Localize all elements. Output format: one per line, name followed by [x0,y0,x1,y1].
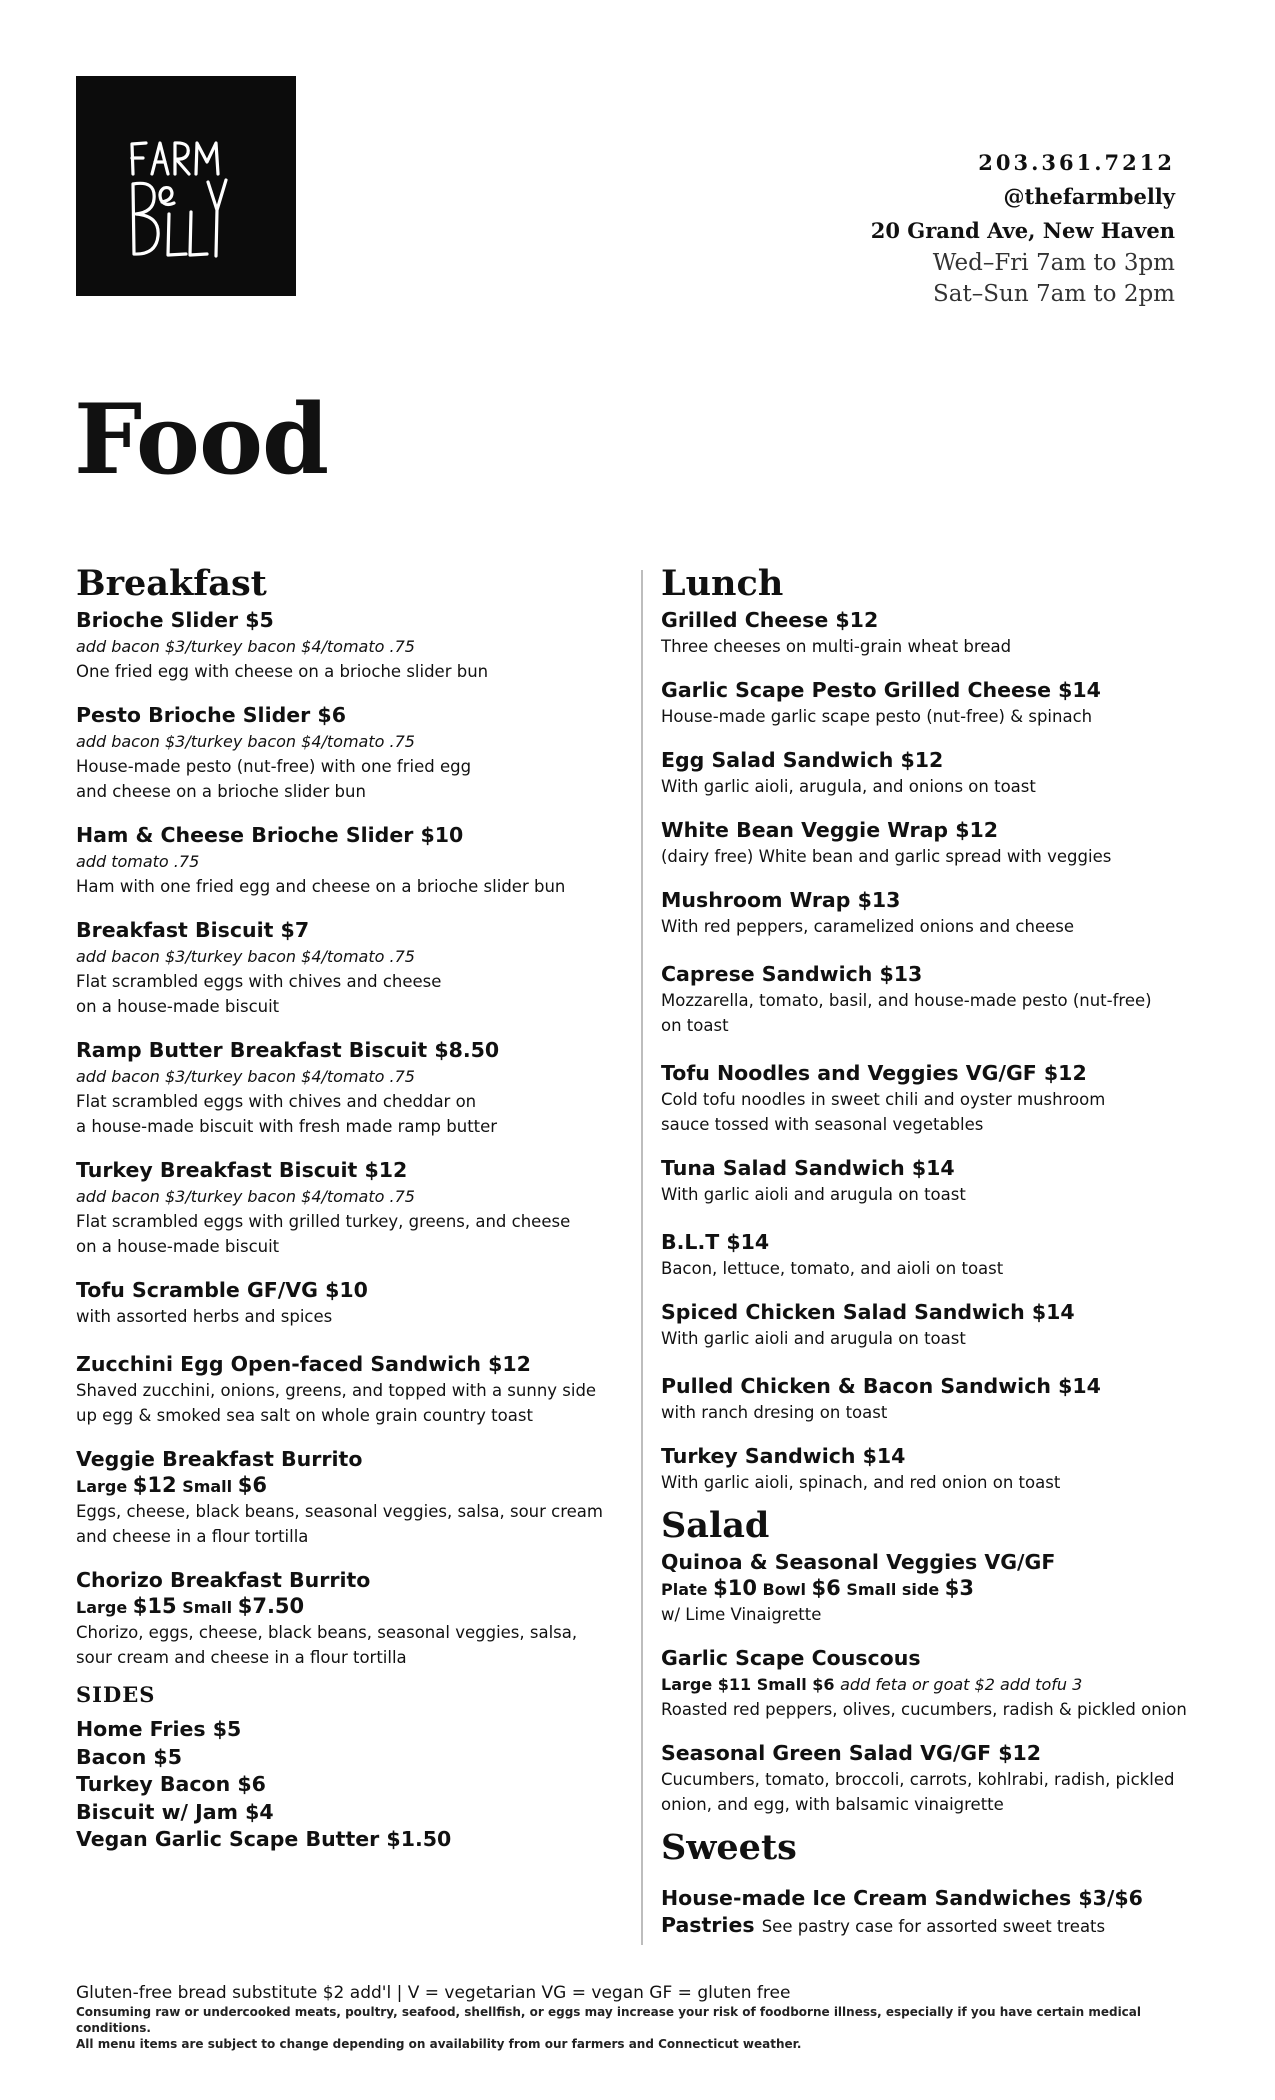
item-desc: Shaved zucchini, onions, greens, and topped with a sunny side [76,1381,597,1400]
item-addon: add tomato .75 [76,852,200,871]
item-addon: add feta or goat $2 add tofu 3 [840,1675,1083,1694]
item-name: Breakfast Biscuit $7 [76,918,310,942]
item-addon: add bacon $3/turkey bacon $4/tomato .75 [76,947,415,966]
sweets-item: House-made Ice Cream Sandwiches $3/$6 [661,1886,1143,1910]
pastries-note: See pastry case for assorted sweet treats [761,1917,1106,1936]
item-desc: With garlic aioli, spinach, and red onion on toast [661,1473,1061,1492]
footer-disclaimer: Consuming raw or undercooked meats, poultry, seafood, shellfish, or eggs may increase your risk of foodborne illness, especially if you have certain medical conditions. [76,2005,1142,2035]
left-column [76,563,621,1854]
item-desc: House-made garlic scape pesto (nut-free) & spinach [661,707,1093,726]
menu-item [661,747,1221,799]
item-name: Tofu Scramble GF/VG $10 [76,1278,368,1302]
item-name: Pulled Chicken & Bacon Sandwich $14 [661,1374,1101,1398]
item-addon: add bacon $3/turkey bacon $4/tomato .75 [76,1187,415,1206]
menu-item [661,1740,1221,1817]
item-name: Quinoa & Seasonal Veggies VG/GF [661,1550,1056,1574]
menu-item [661,961,1221,1038]
item-desc: on toast [661,1016,729,1035]
item-desc: With red peppers, caramelized onions and cheese [661,917,1074,936]
size-plate-price: $10 [713,1576,757,1600]
size-large-price: $15 [132,1594,177,1618]
item-desc: Flat scrambled eggs with chives and cheese [76,972,442,991]
item-name: Veggie Breakfast Burrito [76,1447,363,1471]
lunch-section-title: Lunch [661,563,784,604]
column-divider [641,570,643,1945]
item-desc: sour cream and cheese in a flour tortilla [76,1648,407,1667]
hours-weekday: Wed–Fri 7am to 3pm [932,250,1175,276]
item-name: Brioche Slider $5 [76,608,274,632]
menu-item [76,607,621,684]
size-plate-label: Plate [661,1580,708,1599]
item-desc: sauce tossed with seasonal vegetables [661,1115,984,1134]
item-desc: a house-made biscuit with fresh made ramp butter [76,1117,498,1136]
item-desc: Roasted red peppers, olives, cucumbers, radish & pickled onion [661,1700,1187,1719]
menu-item [661,1229,1221,1281]
hours-weekend: Sat–Sun 7am to 2pm [933,281,1175,307]
item-desc: on a house-made biscuit [76,997,280,1016]
size-bowl-label: Bowl [762,1580,806,1599]
menu-item [661,1443,1221,1495]
item-desc: Ham with one fried egg and cheese on a brioche slider bun [76,877,566,896]
item-name: Turkey Breakfast Biscuit $12 [76,1158,408,1182]
social-handle[interactable]: @thefarmbelly [1003,184,1175,209]
size-large-price: $12 [132,1473,177,1497]
item-sizes [76,1594,621,1620]
size-small-label: Small [182,1598,233,1617]
item-name: Grilled Cheese $12 [661,608,879,632]
item-desc: Mozzarella, tomato, basil, and house-made pesto (nut-free) [661,991,1152,1010]
item-name: Garlic Scape Couscous [661,1646,921,1670]
page-title: Food [74,383,329,496]
menu-item [661,817,1221,869]
item-name: Egg Salad Sandwich $12 [661,748,944,772]
item-name: Zucchini Egg Open-faced Sandwich $12 [76,1352,531,1376]
menu-item [76,1277,621,1329]
breakfast-section-title: Breakfast [76,563,267,604]
size-side-label: Small side [846,1580,940,1599]
menu-item [661,1549,1221,1627]
size-large-label: Large $11 [661,1675,752,1694]
item-desc: on a house-made biscuit [76,1237,280,1256]
item-desc: onion, and egg, with balsamic vinaigrette [661,1795,1004,1814]
salad-section-title: Salad [661,1505,770,1546]
footer [76,1982,1216,2052]
phone-number[interactable]: 203.361.7212 [978,150,1175,175]
menu-item [76,1446,621,1549]
item-name: Spiced Chicken Salad Sandwich $14 [661,1300,1075,1324]
item-name: Seasonal Green Salad VG/GF $12 [661,1741,1042,1765]
size-side-price: $3 [944,1576,975,1600]
side-item: Home Fries $5 [76,1717,242,1741]
side-item: Biscuit w/ Jam $4 [76,1799,274,1824]
size-bowl-price: $6 [811,1576,841,1600]
item-name: Turkey Sandwich $14 [661,1444,906,1468]
item-desc: Three cheeses on multi-grain wheat bread [661,637,1012,656]
item-name: Garlic Scape Pesto Grilled Cheese $14 [661,678,1101,702]
item-name: Tofu Noodles and Veggies VG/GF $12 [661,1061,1087,1085]
item-name: Ham & Cheese Brioche Slider $10 [76,823,464,847]
item-desc: With garlic aioli and arugula on toast [661,1329,966,1348]
item-desc: and cheese on a brioche slider bun [76,782,366,801]
item-addon: add bacon $3/turkey bacon $4/tomato .75 [76,732,415,751]
sweets-item [661,1912,1221,1940]
item-name: Mushroom Wrap $13 [661,888,901,912]
side-item: Bacon $5 [76,1744,182,1769]
item-desc: One fried egg with cheese on a brioche slider bun [76,662,489,681]
item-desc: w/ Lime Vinaigrette [661,1605,822,1624]
menu-item [76,1037,621,1139]
menu-item [76,702,621,804]
size-large-label: Large [76,1477,128,1496]
menu-item [661,607,1221,659]
item-desc: Flat scrambled eggs with grilled turkey, greens, and cheese [76,1212,571,1231]
pastries-label: Pastries [661,1913,755,1937]
size-small-price: $7.50 [237,1594,305,1618]
address: 20 Grand Ave, New Haven [870,218,1175,243]
item-sizes [661,1576,1221,1602]
right-column [661,563,1221,1940]
item-desc: Eggs, cheese, black beans, seasonal veggies, salsa, sour cream [76,1502,603,1521]
sweets-section-title: Sweets [661,1827,797,1868]
item-name: Tuna Salad Sandwich $14 [661,1156,955,1180]
footer-availability-note: All menu items are subject to change depending on availability from our farmers and Connecticut weather. [76,2037,802,2051]
size-small-label: Small $6 [756,1675,835,1694]
item-desc: Chorizo, eggs, cheese, black beans, seasonal veggies, salsa, [76,1623,578,1642]
footer-note: Gluten-free bread substitute $2 add'l | V = vegetarian VG = vegan GF = gluten free [76,1983,791,2003]
item-name: White Bean Veggie Wrap $12 [661,818,999,842]
size-small-label: Small [182,1477,233,1496]
item-desc: (dairy free) White bean and garlic spread with veggies [661,847,1112,866]
side-item: Vegan Garlic Scape Butter $1.50 [76,1827,452,1851]
item-desc: with assorted herbs and spices [76,1307,333,1326]
item-name: B.L.T $14 [661,1230,770,1254]
side-item: Turkey Bacon $6 [76,1772,266,1796]
item-desc: With garlic aioli, arugula, and onions on toast [661,777,1036,796]
item-sizes [661,1672,1221,1697]
sides-section-title: SIDES [76,1682,156,1707]
item-desc: with ranch dresing on toast [661,1403,888,1422]
item-addon: add bacon $3/turkey bacon $4/tomato .75 [76,1067,415,1086]
size-large-label: Large [76,1598,128,1617]
item-desc: and cheese in a flour tortilla [76,1527,309,1546]
item-name: Chorizo Breakfast Burrito [76,1568,371,1592]
menu-item [661,887,1221,939]
contact-info [871,146,1175,310]
item-name: Pesto Brioche Slider $6 [76,703,346,727]
item-sizes [76,1473,621,1499]
item-desc: Bacon, lettuce, tomato, and aioli on toast [661,1259,1004,1278]
item-name: Caprese Sandwich $13 [661,962,923,986]
menu-item [76,1351,621,1428]
item-desc: up egg & smoked sea salt on whole grain country toast [76,1406,533,1425]
item-desc: Flat scrambled eggs with chives and cheddar on [76,1092,477,1111]
menu-item [661,1060,1221,1137]
item-desc: Cucumbers, tomato, broccoli, carrots, kohlrabi, radish, pickled [661,1770,1175,1789]
menu-item [76,1567,621,1670]
menu-item [76,1157,621,1259]
menu-item [661,1155,1221,1207]
item-desc: With garlic aioli and arugula on toast [661,1185,966,1204]
item-addon: add bacon $3/turkey bacon $4/tomato .75 [76,637,415,656]
item-desc: House-made pesto (nut-free) with one fried egg [76,757,472,776]
menu-item [661,1645,1221,1722]
menu-item [661,677,1221,729]
menu-item [661,1373,1221,1425]
item-name: Ramp Butter Breakfast Biscuit $8.50 [76,1038,500,1062]
menu-item [76,822,621,899]
item-desc: Cold tofu noodles in sweet chili and oyster mushroom [661,1090,1106,1109]
size-small-price: $6 [237,1473,267,1497]
farm-belly-logo-mark [76,76,296,296]
farm-belly-logo [76,76,296,296]
menu-item [76,917,621,1019]
menu-item [661,1299,1221,1351]
